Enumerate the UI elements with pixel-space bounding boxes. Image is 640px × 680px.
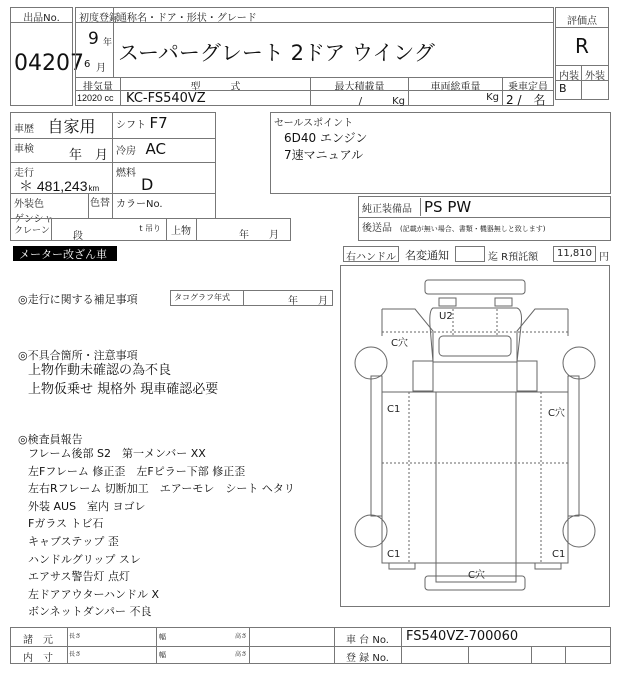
ac-label: 冷房 xyxy=(116,146,136,157)
meter-tampered-badge: メーター改ざん車 xyxy=(13,246,117,261)
exterior-score xyxy=(581,80,609,100)
inspector-item: 左Fフレーム 修正歪 左Fピラー下部 修正歪 xyxy=(28,464,246,478)
vehicle-name: スーパーグレート 2ドア ウイング xyxy=(113,22,554,78)
equipment xyxy=(358,196,611,218)
length-label: 長さ xyxy=(69,633,82,640)
mileage-label: 走行 xyxy=(14,168,34,179)
dimensions-table xyxy=(10,627,611,664)
damage-mark: C穴 xyxy=(468,570,485,581)
damage-mark: C1 xyxy=(387,549,401,560)
inspection-label: 車検 xyxy=(14,144,34,155)
capacity: 2 / 名 xyxy=(502,90,554,106)
damage-diagram xyxy=(340,265,610,607)
sales-line: 7速マニュアル xyxy=(284,148,364,162)
name-change-box xyxy=(455,246,485,262)
crane-lift: t 吊り xyxy=(139,224,161,233)
fuel xyxy=(112,162,216,194)
width-label: 幅 xyxy=(159,651,166,659)
year-unit: 年 xyxy=(103,38,113,48)
history-value: 自家用 xyxy=(47,117,96,136)
first-reg-label: 初度登録 xyxy=(75,7,114,23)
damage-mark: C穴 xyxy=(548,408,565,419)
width-label: 幅 xyxy=(159,633,166,641)
exterior-label: 外装 xyxy=(581,65,609,81)
ac xyxy=(112,138,216,163)
tacho-label: タコグラフ年式 xyxy=(174,293,230,302)
inspector-item: ボンネットダンパー 不良 xyxy=(28,605,152,619)
shift-value: F7 xyxy=(149,114,168,132)
damage-mark: C穴 xyxy=(391,338,408,349)
equipment-value: PS PW xyxy=(420,198,471,216)
chassis-number: FS540VZ-700060 xyxy=(406,629,519,644)
tacho xyxy=(170,290,333,306)
fuel-value: D xyxy=(141,175,154,194)
lot-label: 出品No. xyxy=(10,7,73,23)
month-unit: 月 xyxy=(96,63,106,74)
model: KC-FS540VZ xyxy=(120,90,311,106)
color-label: 外装色 xyxy=(14,199,44,210)
inspector-item: 外装 AUS 室内 ヨゴレ xyxy=(28,499,146,513)
crane-stage: 段 xyxy=(73,231,83,242)
later-items xyxy=(358,217,611,241)
reg-label: 登 録 No. xyxy=(346,653,389,664)
inspector-item: 左右Rフレーム 切断加工 エアーモレ シート ヘタリ xyxy=(28,482,295,496)
reg-month: 6 xyxy=(84,59,91,70)
crane-label: クレーン xyxy=(14,226,50,236)
truck-outline-icon xyxy=(341,266,609,606)
shift-label: シフト xyxy=(116,120,146,131)
equipment-label: 純正装備品 xyxy=(362,204,412,215)
chassis-label: 車 台 No. xyxy=(346,635,389,646)
color-value: ゲンシャ xyxy=(14,214,54,225)
score-label: 評価点 xyxy=(555,7,609,28)
interior-label: 内装 xyxy=(555,65,582,81)
color-change-label: 色替 xyxy=(88,193,113,219)
inspector-title: ◎検査員報告 xyxy=(18,433,83,446)
displacement: 12020 cc xyxy=(75,90,121,106)
gross-label: 車両総重量 xyxy=(408,77,503,91)
recycle-amount: 11,810 xyxy=(553,246,596,262)
interior-score: B xyxy=(555,80,582,100)
capacity-label: 乗車定員 xyxy=(502,77,554,91)
first-reg xyxy=(75,22,114,78)
displacement-label: 排気量 xyxy=(75,77,121,91)
mileage xyxy=(10,162,113,194)
inspector-item: フレーム後部 S2 第一メンバー XX xyxy=(28,447,206,460)
model-label: 型 式 xyxy=(120,77,311,91)
inspection xyxy=(10,138,113,163)
yen-label: 円 xyxy=(599,252,609,263)
inspector-item: ハンドルグリップ スレ xyxy=(28,552,141,566)
body-date: 年 月 xyxy=(239,230,279,241)
exterior-color xyxy=(10,193,89,225)
shift xyxy=(112,112,216,139)
color-no-label: カラーNo. xyxy=(112,193,216,219)
inspector-list xyxy=(28,445,295,621)
defect-item: 上物作動未確認の為不良 xyxy=(28,363,172,378)
history xyxy=(10,112,113,139)
history-label: 車歴 xyxy=(14,124,34,135)
inspector-item: エアサス警告灯 点灯 xyxy=(28,570,131,584)
mileage-notes-title: ◎走行に関する補足事項 xyxy=(18,293,138,306)
body-label: 上物 xyxy=(171,226,191,237)
later-label: 後送品 xyxy=(362,223,392,234)
height-label: 高さ xyxy=(235,633,248,640)
crane-row xyxy=(10,218,291,241)
name-change-label: 名変通知 xyxy=(405,249,449,262)
mileage-value: ＊ 481,243 xyxy=(19,178,88,194)
damage-mark: U2 xyxy=(439,311,453,322)
height-label: 高さ xyxy=(235,651,248,658)
inner-label: 内 寸 xyxy=(23,653,53,664)
inspector-item: 左ドアアウターハンドル X xyxy=(28,587,160,601)
tacho-value: 年 月 xyxy=(288,296,328,307)
spec-label: 諸 元 xyxy=(23,635,53,646)
gross-weight: Kg xyxy=(408,90,503,106)
defect-item: 上物仮乗せ 規格外 現車確認必要 xyxy=(28,382,219,397)
reg-year: 9 xyxy=(88,29,99,49)
score: R xyxy=(555,27,609,66)
lot-number: 04207 xyxy=(10,22,73,106)
name-label: 通称名・ドア・形状・グレード xyxy=(113,7,554,23)
max-load-label: 最大積載量 xyxy=(310,77,409,91)
sales-label: セールスポイント xyxy=(274,118,354,129)
ac-value: AC xyxy=(145,140,166,158)
mileage-unit: km xyxy=(88,184,100,193)
damage-mark: C1 xyxy=(387,404,401,415)
sales-line: 6D40 エンジン xyxy=(284,131,368,145)
fuel-label: 燃料 xyxy=(116,168,136,179)
damage-mark: C1 xyxy=(552,549,566,560)
rhd-badge: 右ハンドル xyxy=(343,246,399,262)
inspector-item: キャブステップ 歪 xyxy=(28,534,119,548)
inspector-item: Fガラス トビ石 xyxy=(28,517,104,531)
length-label: 長さ xyxy=(69,651,82,658)
defects-title: ◎不具合箇所・注意事項 xyxy=(18,349,138,362)
defects-list xyxy=(28,361,218,399)
inspection-value: 年 月 xyxy=(68,148,108,163)
recycle-label: 迄 R預託額 xyxy=(488,252,539,263)
max-load: / Kg xyxy=(310,90,409,106)
later-note: (記載が無い場合、書類・機器無しと致します) xyxy=(400,225,546,233)
sales-points xyxy=(270,112,611,194)
